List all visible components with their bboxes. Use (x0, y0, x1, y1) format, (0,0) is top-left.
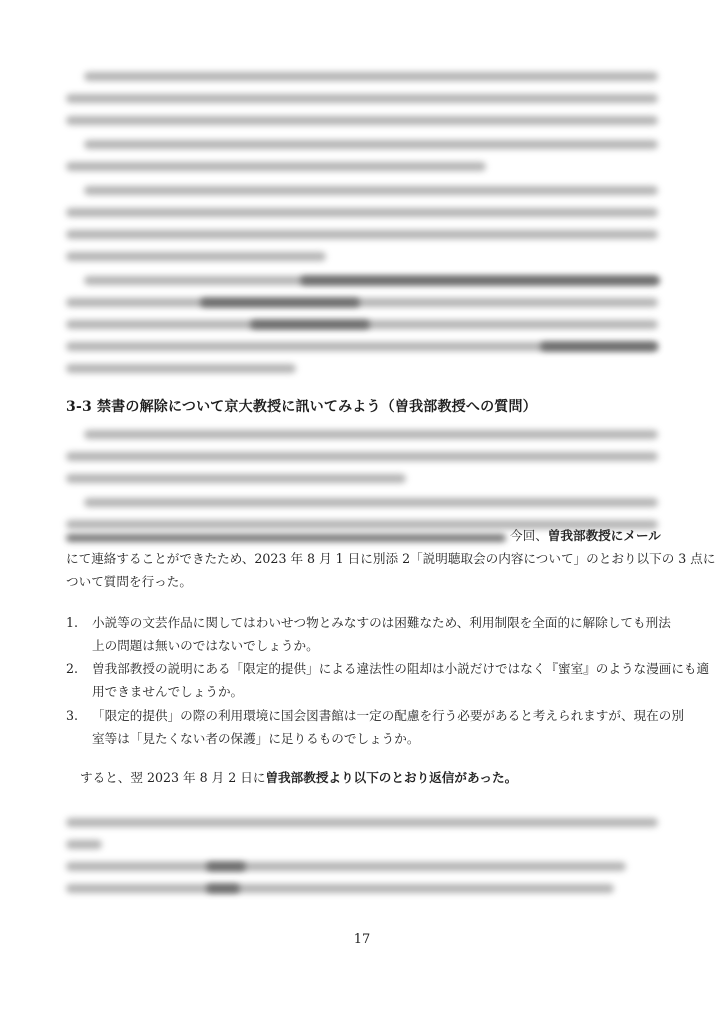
intro-line-2: にて連絡することができたため、2023 年 8 月 1 日に別添 2「説明聴取会の内容について」のとおり以下の 3 点に (66, 551, 716, 566)
document-page: 3-3 禁書の解除について京大教授に訊いてみよう（曽我部教授への質問） 今回、曽我部教授にメール にて連絡することができたため、2023 年 8 月 1 日に別添 2「説明聴取会の内容について」のとおり以下の 3 点に ついて質問を行った。 1. 小説等の文芸作品に関してはわいせつ物とみなすのは困難なため、利用制限を全面的に解除しても刑法 上の問題は無いのではないでしょうか。 2. 曽我部教授の説明にある「限定的提供」による違法性の阻却は小説だけではなく『蜜室』のような漫画にも適 用できませんでしょうか。 3. 「限定的提供」の際の利用環境に国会図書館は一定の配慮を行う必要があると考えられますが、現在の別 室等は「見たくない者の保護」に足りるものでしょうか。 すると、翌 2023 年 8 月 2 日に曽我部教授より以下のとおり返信があった。 17 (0, 0, 724, 1024)
reply-line: すると、翌 2023 年 8 月 2 日に曽我部教授より以下のとおり返信があった。 (80, 770, 518, 785)
intro-line-1: 今回、曽我部教授にメール (510, 528, 661, 543)
section-heading: 3-3 禁書の解除について京大教授に訊いてみよう（曽我部教授への質問） (66, 399, 537, 415)
intro-line-3: ついて質問を行った。 (66, 574, 192, 589)
page-number: 17 (353, 932, 371, 947)
